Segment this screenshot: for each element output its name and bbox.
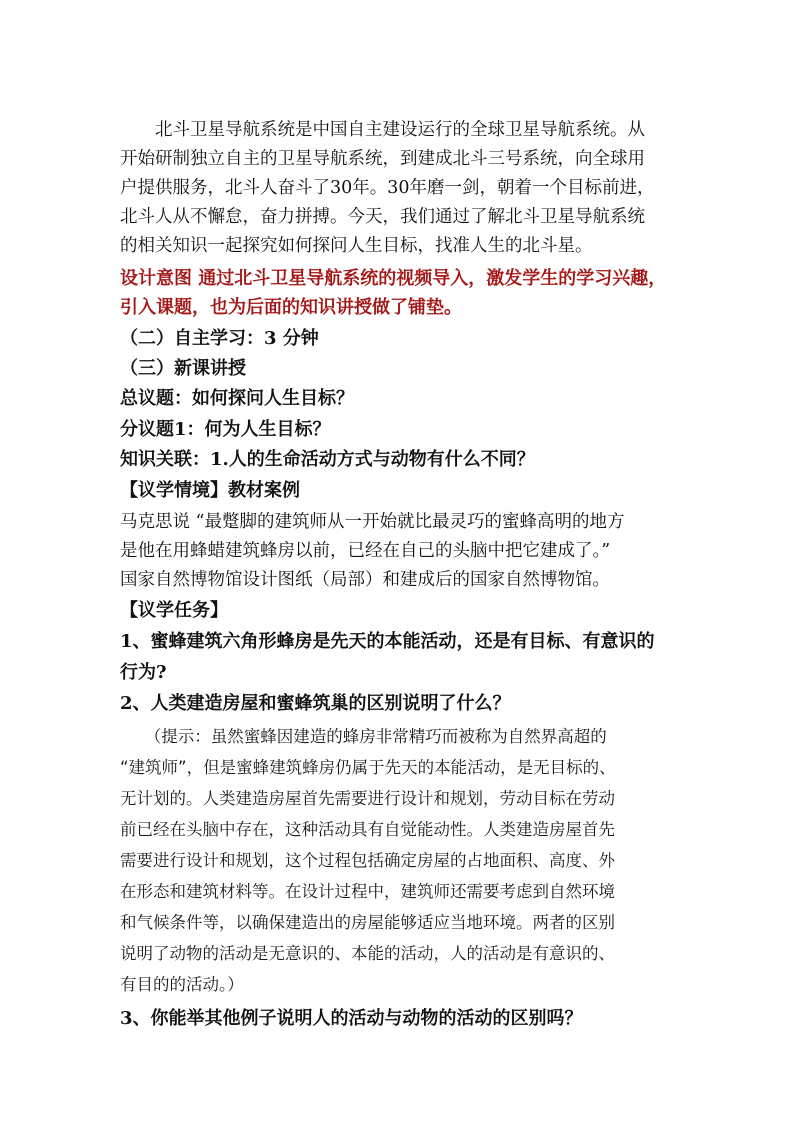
task-3: 3、你能举其他例子说明人的活动与动物的活动的区别吗？	[120, 1008, 583, 1029]
intro-line: 的相关知识一起探究如何探问人生目标，找准人生的北斗星。	[120, 236, 593, 256]
task-1-line: 1、蜜蜂建筑六角形蜂房是先天的本能活动，还是有目标、有意识的	[120, 631, 655, 652]
scenario-line: 马克思说 “最蹩脚的建筑师从一开始就比最灵巧的蜜蜂高明的地方	[120, 512, 625, 532]
section-heading-new-lesson: （三）新课讲授	[120, 358, 246, 379]
intro-line: 户提供服务，北斗人奋斗了30年。30年磨一剑，朝着一个目标前进，	[120, 178, 655, 198]
design-intent-line: 设计意图 通过北斗卫星导航系统的视频导入，激发学生的学习兴趣，	[120, 268, 667, 289]
hint-line: 有目的的活动。）	[120, 975, 244, 994]
intro-line: 开始研制独立自主的卫星导航系统，到建成北斗三号系统，向全球用	[120, 149, 645, 169]
task-1-line: 行为?	[120, 662, 167, 683]
hint-line: “建筑师”，但是蜜蜂建筑蜂房仍属于先天的本能活动，是无目标的、	[120, 758, 616, 777]
task-2: 2、人类建造房屋和蜜蜂筑巢的区别说明了什么？	[120, 693, 511, 714]
scenario-heading: 【议学情境】教材案例	[120, 480, 300, 501]
scenario-line: 是他在用蜂蜡建筑蜂房以前，已经在自己的头脑中把它建成了。”	[120, 541, 611, 561]
hint-line: 在形态和建筑材料等。在设计过程中，建筑师还需要考虑到自然环境	[120, 882, 615, 901]
design-intent-line: 引入课题，也为后面的知识讲授做了铺垫。	[120, 297, 462, 318]
hint-line: 和气候条件等，以确保建造出的房屋能够适应当地环境。两者的区别	[120, 913, 615, 932]
knowledge-link: 知识关联：1.人的生命活动方式与动物有什么不同？	[120, 449, 535, 470]
hint-line: 无计划的。人类建造房屋首先需要进行设计和规划，劳动目标在劳动	[120, 789, 615, 808]
hint-line: 前已经在头脑中存在，这种活动具有自觉能动性。人类建造房屋首先	[120, 820, 615, 839]
hint-line: （提示：虽然蜜蜂因建造的蜂房非常精巧而被称为自然界高超的	[120, 727, 607, 746]
sub-topic: 分议题1：何为人生目标？	[120, 419, 331, 440]
scenario-line: 国家自然博物馆设计图纸（局部）和建成后的国家自然博物馆。	[120, 570, 610, 590]
hint-line: 说明了动物的活动是无意识的、本能的活动，人的活动是有意识的、	[120, 944, 615, 963]
intro-line: 北斗人从不懈怠，奋力拼搏。今天，我们通过了解北斗卫星导航系统	[120, 207, 645, 227]
main-topic: 总议题：如何探问人生目标？	[120, 388, 354, 409]
hint-line: 需要进行设计和规划，这个过程包括确定房屋的占地面积、高度、外	[120, 851, 615, 870]
intro-line: 北斗卫星导航系统是中国自主建设运行的全球卫星导航系统。从	[120, 120, 645, 140]
section-heading-self-study: （二）自主学习：3 分钟	[120, 328, 319, 349]
task-heading: 【议学任务】	[120, 600, 228, 621]
